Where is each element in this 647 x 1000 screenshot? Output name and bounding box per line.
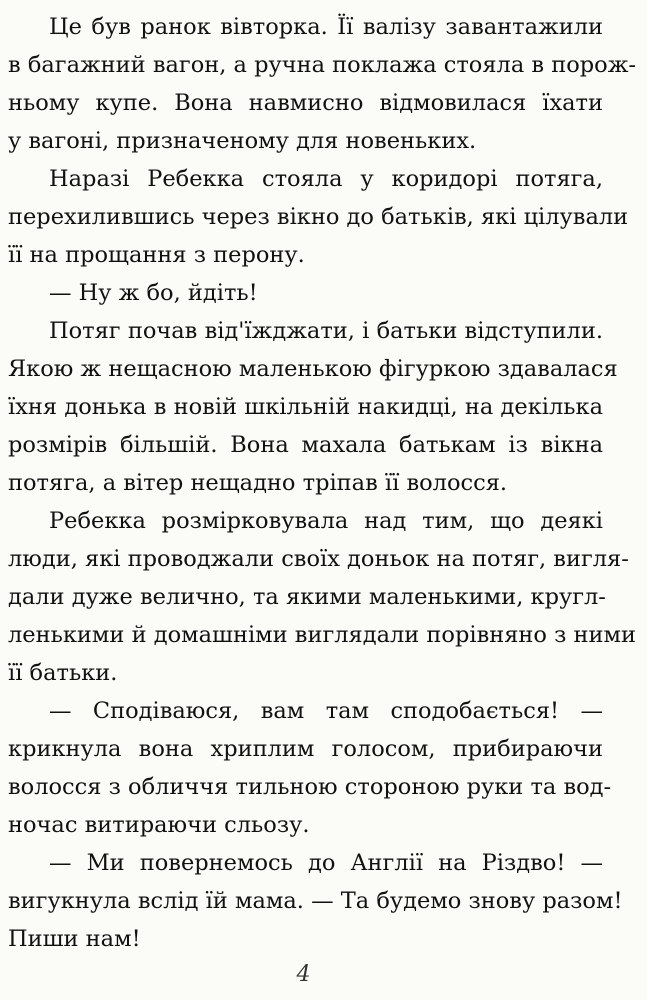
text-line: їхня донька в новій шкільній накидці, на декілька bbox=[8, 394, 603, 420]
text-line: крикнула вона хриплим голосом, прибираючи bbox=[8, 736, 603, 762]
text-line: Пиши нам! bbox=[8, 926, 141, 952]
text-line: волосся з обличчя тильною стороною руки та вод- bbox=[8, 774, 612, 800]
text-line: Ребекка розмірковувала над тим, що деякі bbox=[49, 508, 603, 534]
text-line: її на прощання з перону. bbox=[8, 242, 305, 268]
text-line: Якою ж нещасною маленькою фігуркою здавалася bbox=[8, 356, 618, 382]
text-line: розмірів більшій. Вона махала батькам із вікна bbox=[8, 432, 603, 458]
text-line: Потяг почав від'їжджати, і батьки відступили. bbox=[49, 318, 603, 344]
text-line: перехилившись через вікно до батьків, які цілували bbox=[8, 204, 629, 230]
text-line: у вагоні, призначеному для новеньких. bbox=[8, 128, 477, 154]
text-line: ньому купе. Вона навмисно відмовилася їхати bbox=[8, 90, 603, 116]
text-line: Це був ранок вівторка. Її валізу завантажили bbox=[49, 14, 603, 40]
text-line: ночас витираючи сльозу. bbox=[8, 812, 310, 838]
text-line: — Ну ж бо, йдіть! bbox=[49, 280, 258, 306]
page-number: 4 bbox=[296, 962, 311, 987]
text-line: — Сподіваюся, вам там сподобається! — bbox=[49, 698, 603, 724]
text-line: люди, які проводжали своїх доньок на потяг, вигля- bbox=[8, 546, 629, 572]
text-line: потяга, а вітер нещадно тріпав її волосся. bbox=[8, 470, 508, 496]
text-line: — Ми повернемось до Англії на Різдво! — bbox=[49, 850, 603, 876]
text-line: в багажний вагон, а ручна поклажа стояла в порож- bbox=[8, 52, 637, 78]
text-line: Наразі Ребекка стояла у коридорі потяга, bbox=[49, 166, 603, 192]
text-line: вигукнула вслід їй мама. — Та будемо знову разом! bbox=[8, 888, 623, 914]
text-line: ленькими й домашніми виглядали порівняно з ними bbox=[8, 622, 637, 648]
text-line: дали дуже велично, та якими маленькими, кругл- bbox=[8, 584, 606, 610]
text-line: її батьки. bbox=[8, 660, 118, 686]
